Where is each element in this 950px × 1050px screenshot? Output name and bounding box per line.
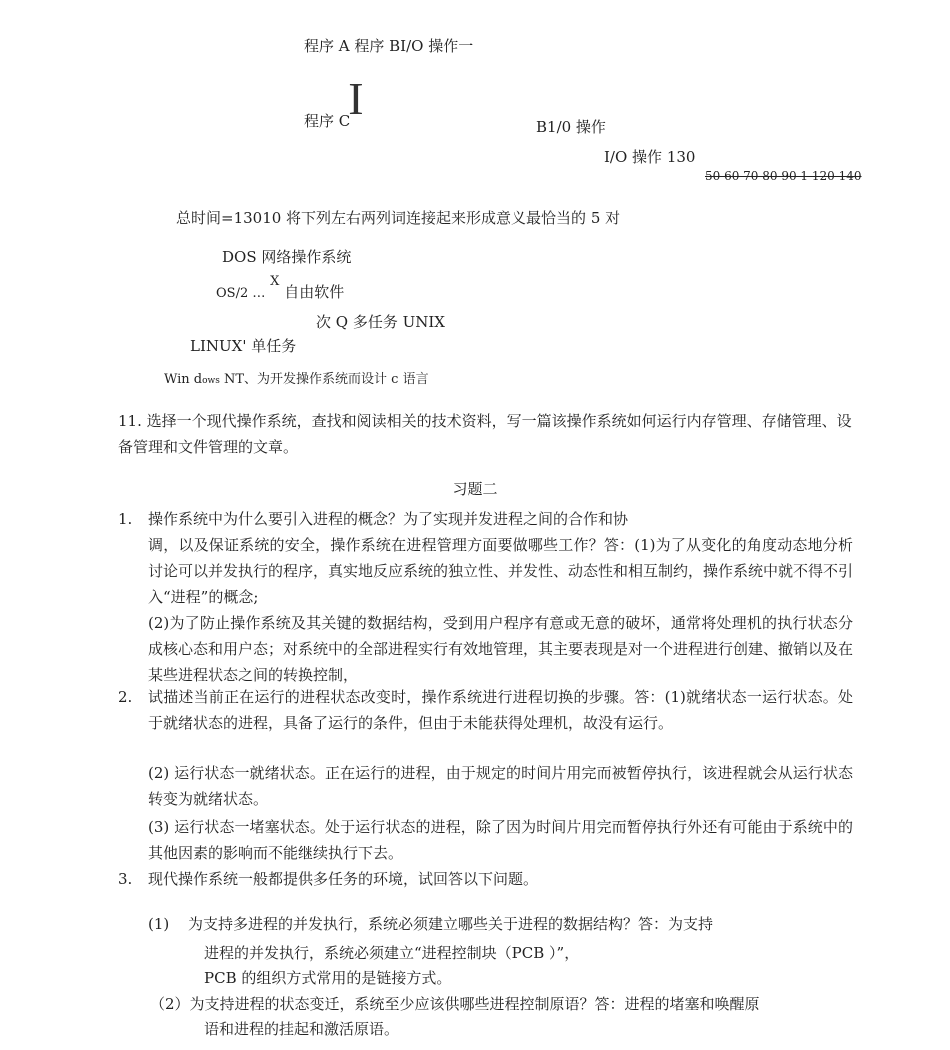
diagram-line-2 — [304, 73, 366, 134]
subitem-2-line-2: 语和进程的挂起和激活原语。 — [204, 1020, 400, 1038]
subitem-1-line-3: PCB 的组织方式常用的是链接方式。 — [204, 969, 452, 987]
item-2-line-3: (3) 运行状态一堵塞状态。处于运行状态的进程，除了因为时间片用完而暂停执行外还有可能由于系统中的其他因素的影响而不能继续执行下去。 — [148, 818, 853, 862]
diagram-axis-ticks: 50 60 70 80 90 1 120 140 — [705, 169, 862, 183]
item-1-number: 1. — [118, 510, 133, 528]
subitem-2-line-1: （2）为支持进程的状态变迁，系统至少应该供哪些进程控制原语？答：进程的堵塞和唤醒原 — [150, 995, 760, 1013]
item-1-answer-1: 调，以及保证系统的安全，操作系统在进程管理方面要做哪些工作？答：(1)为了从变化的角度动态地分析讨论可以并发执行的程序，真实地反应系统的独立性、并发性、动态性和相互制约，操作系统中就不得不引入“进程”的概念; — [148, 536, 854, 606]
diagram-io-op: I/O 操作 130 — [604, 148, 696, 166]
subitem-1-line-2: 进程的并发执行，系统必须建立“进程控制块（PCB ）”， — [204, 944, 580, 962]
match-free: 自由软件 — [284, 283, 345, 301]
match-win-b: ows — [202, 376, 220, 386]
match-ciq: 次 Q 多任务 UNIX — [316, 313, 445, 331]
item-1-line-1: 操作系统中为什么要引入进程的概念？为了实现并发进程之间的合作和协 — [148, 510, 629, 528]
section-title: 习题二 — [452, 480, 498, 498]
match-win-c: NT、为开发操作系统而设计 c 语言 — [219, 372, 429, 387]
match-os2-label: OS/2 … — [216, 286, 266, 301]
question-11: 11. 选择一个现代操作系统，查找和阅读相关的技术资料，写一篇该操作系统如何运行内存管理、存储管理、设备管理和文件管理的文章。 — [118, 412, 852, 456]
match-windows — [164, 368, 429, 391]
item-3-number: 3. — [118, 870, 133, 888]
diagram-line-1: 程序 A 程序 BI/O 操作一 — [304, 37, 474, 55]
item-1-answer-2: (2)为了防止操作系统及其关键的数据结构，受到用户程序有意或无意的破坏，通常将处理机的执行状态分成核心态和用户态；对系统中的全部进程实行有效地管理，其主要表现是对一个进程进行创建、撤销以及在某些进程状态之间的转换控制， — [148, 614, 854, 684]
item-2-line-1: 试描述当前正在运行的进程状态改变时，操作系统进行进程切换的步骤。答：(1)就绪状态一运行状态。处于就绪状态的进程，具备了运行的条件，但由于未能获得处理机，故没有运行。 — [148, 688, 853, 732]
match-os2 — [216, 274, 345, 304]
match-dos: DOS 网络操作系统 — [222, 248, 352, 266]
diagram-b-io: B1/0 操作 — [536, 118, 606, 136]
item-2-line-2: (2) 运行状态一就绪状态。正在运行的进程，由于规定的时间片用完而被暂停执行，该进程就会从运行状态转变为就绪状态。 — [148, 764, 853, 808]
item-3-line-1: 现代操作系统一般都提供多任务的环境，试回答以下问题。 — [148, 870, 539, 888]
text-cursor-glyph: I — [348, 73, 364, 124]
subitem-1-number: (1) — [148, 915, 170, 933]
item-2-number: 2. — [118, 688, 133, 706]
diagram-program-c: 程序 C — [304, 112, 351, 130]
total-time-line: 总时间=13010 将下列左右两列词连接起来形成意义最恰当的 5 对 — [176, 209, 621, 227]
match-x-mark: X — [270, 274, 280, 289]
match-win-a: Win d — [164, 372, 203, 387]
match-linux: LINUX' 单任务 — [190, 337, 297, 355]
subitem-1-line-1: 为支持多进程的并发执行，系统必须建立哪些关于进程的数据结构？答：为支持 — [188, 915, 714, 933]
